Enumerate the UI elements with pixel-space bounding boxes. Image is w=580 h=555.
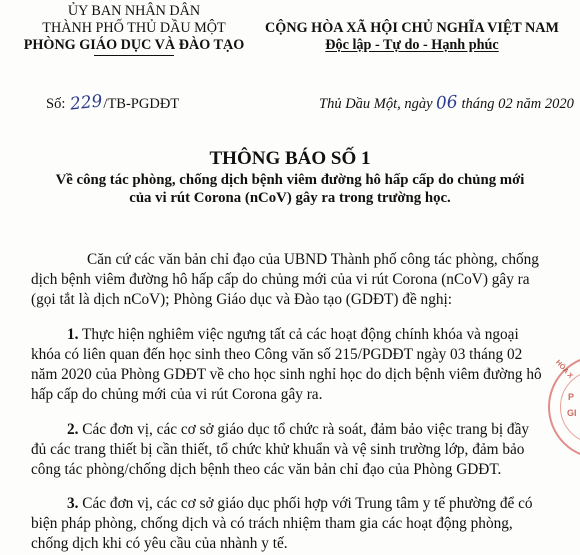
item3-text: Các đơn vị, các cơ sở giáo dục phối hợp với Trung tâm y tế phường để có [78, 495, 533, 512]
seal-inner-text-1: P [568, 392, 575, 402]
item3-line2: biện pháp phòng, chống dịch và có trách nhiệm tham gia các hoạt động phòng, [31, 515, 513, 532]
document-number [46, 93, 179, 113]
agency-name-line2: THÀNH PHỐ THỦ DẦU MỘT [42, 20, 226, 36]
item3-line1 [67, 494, 533, 513]
issue-date [319, 93, 574, 113]
handwritten-day: 06 [435, 92, 459, 114]
document-subtitle-line1: Về công tác phòng, chống dịch bệnh viêm đường hô hấp cấp do chủng mới [55, 172, 525, 188]
national-motto [244, 37, 580, 54]
intro-line2: dịch bệnh viêm đường hô hấp cấp do chủng mới của vi rút Corona (nCoV) gây ra [31, 271, 530, 288]
agency-name-line1: ỦY BAN NHÂN DÂN [67, 3, 201, 19]
department-name: PHÒNG GIÁO DỤC VÀ ĐÀO TẠO [23, 37, 245, 53]
document-number-suffix: /TB-PGDĐT [103, 96, 180, 112]
department-underline [94, 55, 174, 56]
document-subtitle-line2: của vi rút Corona (nCoV) gây ra trong trường học. [129, 190, 451, 206]
intro-line1: Căn cứ các văn bản chỉ đạo của UBND Thành phố công tác phòng, chống [87, 251, 539, 268]
item1-number: 1. [67, 326, 79, 343]
item2-line1 [67, 420, 529, 439]
document-title: THÔNG BÁO SỐ 1 [209, 148, 371, 169]
item1-line4: hấp cấp do chủng mới của vi rút Corona gây ra. [31, 386, 323, 403]
item3-line3: chống dịch khi có yêu cầu của nhành y tế. [31, 535, 288, 552]
item1-line2: khóa có liên quan đến học sinh theo Công văn số 215/PGDĐT ngày 03 tháng 02 [31, 346, 523, 363]
item1-line1 [67, 325, 519, 344]
item1-line3: năm 2020 của Phòng GDĐT về cho học sinh nghỉ học do dịch bệnh viêm đường hô [31, 366, 542, 383]
document-number-prefix: Số: [46, 96, 69, 112]
item3-number: 3. [67, 495, 79, 512]
item1-text: Thực hiện nghiêm việc ngưng tất cả các hoạt động chính khóa và ngoại [78, 326, 519, 343]
seal-arc-text: HÒA X [554, 359, 574, 380]
intro-line3: (gọi tắt là dịch nCoV); Phòng Giáo dục và Đào tạo (GDĐT) đề nghị: [31, 291, 453, 308]
item2-number: 2. [67, 421, 79, 438]
seal-inner-text-2: GI [567, 408, 577, 418]
national-title: CỘNG HÒA XÃ HỘI CHỦ NGHĨA VIỆT NAM [265, 20, 559, 36]
issue-date-suffix: tháng 02 năm 2020 [457, 96, 574, 112]
item2-line2: đủ các trang thiết bị cần thiết, tổ chức khử khuẩn và vệ sinh trường lớp, đảm bảo [31, 441, 525, 458]
item2-text: Các đơn vị, các cơ sở giáo dục tổ chức rà soát, đảm bảo việc trang bị đầy [78, 421, 530, 438]
item2-line3: công tác phòng/chống dịch bệnh theo các văn bản chỉ đạo của Phòng GDĐT. [31, 461, 502, 478]
issue-date-prefix: Thủ Dầu Một, ngày [319, 96, 437, 112]
national-motto-text: Độc lập - Tự do - Hạnh phúc [325, 37, 499, 53]
handwritten-number: 229 [69, 91, 104, 115]
